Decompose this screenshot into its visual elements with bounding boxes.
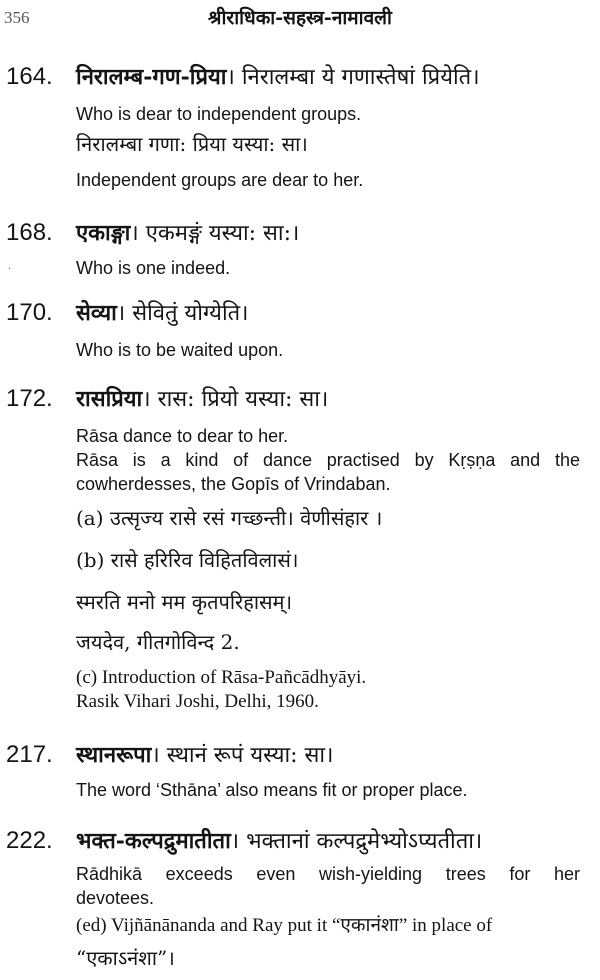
page-number: 356	[4, 8, 30, 27]
entry-gloss: रास: प्रियो यस्या: सा।	[157, 387, 329, 412]
entry-number: 217.	[6, 741, 53, 768]
translation-line: The word ‘Sthāna’ also means fit or proper place.	[76, 780, 468, 800]
verse-line: स्मरति मनो मम कृतपरिहासम्।	[76, 590, 293, 614]
entry-gloss: सेवितुं योग्येति।	[132, 301, 249, 326]
margin-mark: ·	[8, 264, 12, 275]
translation-line: Rāsa dance to dear to her.	[76, 426, 289, 446]
entry-heading	[76, 826, 580, 857]
reference-line: (c) Introduction of Rāsa-Pañcādhyāyi.	[76, 667, 367, 688]
editorial-note: (ed) Vijñānānanda and Ray put it “एकानंशा” in place of	[76, 915, 493, 936]
entry-name: एकाङ्गा	[76, 220, 131, 246]
entry-heading	[76, 218, 580, 249]
danda: ।	[130, 221, 146, 246]
translation-line: Rādhikā exceeds even wish-yielding trees for her	[76, 864, 580, 884]
entry-heading	[76, 740, 580, 771]
sanskrit-line: निरालम्बा गणा: प्रिया यस्या: सा।	[76, 132, 308, 156]
danda: ।	[116, 301, 133, 326]
entry-name: सेव्या	[76, 300, 117, 326]
danda: ।	[151, 743, 167, 768]
entry-number: 172.	[6, 385, 53, 412]
entry-heading	[76, 62, 580, 93]
entry-number: 170.	[6, 299, 53, 326]
entry-name: निरालम्ब-गण-प्रिया	[76, 64, 227, 90]
citation-source: जयदेव, गीतगोविन्द 2.	[76, 630, 240, 654]
translation-line: cowherdesses, the Gopīs of Vrindaban.	[76, 474, 391, 494]
translation-line: Rāsa is a kind of dance practised by Kṛṣṇa and the	[76, 450, 580, 470]
entry-gloss: भक्तानां कल्पद्रुमेभ्योऽप्यतीता।	[246, 829, 483, 854]
reference-line: Rasik Vihari Joshi, Delhi, 1960.	[76, 691, 319, 712]
entry-gloss: निरालम्बा ये गणास्तेषां प्रियेति।	[241, 65, 480, 90]
entry-heading	[76, 298, 580, 329]
translation-line: Who is one indeed.	[76, 258, 231, 278]
danda: ।	[142, 387, 158, 412]
verse-line: (b) रासे हरिरिव विहितविलासं।	[76, 548, 299, 572]
running-head: श्रीराधिका-सहस्त्र-नामावली	[208, 7, 392, 29]
entry-gloss: एकमङ्गं यस्या: सा:।	[145, 221, 300, 246]
danda: ।	[230, 829, 247, 854]
entry-gloss: स्थानं रूपं यस्या: सा।	[166, 743, 334, 768]
entry-name: भक्त-कल्पद्रुमातीता	[76, 828, 231, 854]
entry-number: 168.	[6, 219, 53, 246]
entry-heading	[76, 384, 580, 415]
translation-line: Independent groups are dear to her.	[76, 170, 364, 190]
translation-line: devotees.	[76, 888, 155, 908]
entry-number: 222.	[6, 827, 53, 854]
translation-line: Who is dear to independent groups.	[76, 104, 362, 124]
translation-line: Who is to be waited upon.	[76, 340, 284, 360]
entry-name: रासप्रिया	[76, 386, 143, 412]
danda: ।	[226, 65, 242, 90]
entry-number: 164.	[6, 63, 53, 90]
editorial-note: “एकाऽनंशा”।	[76, 946, 175, 970]
citation-line: (a) उत्सृज्य रासे रसं गच्छन्ती। वेणीसंहार ।	[76, 506, 383, 530]
entry-name: स्थानरूपा	[76, 742, 152, 768]
